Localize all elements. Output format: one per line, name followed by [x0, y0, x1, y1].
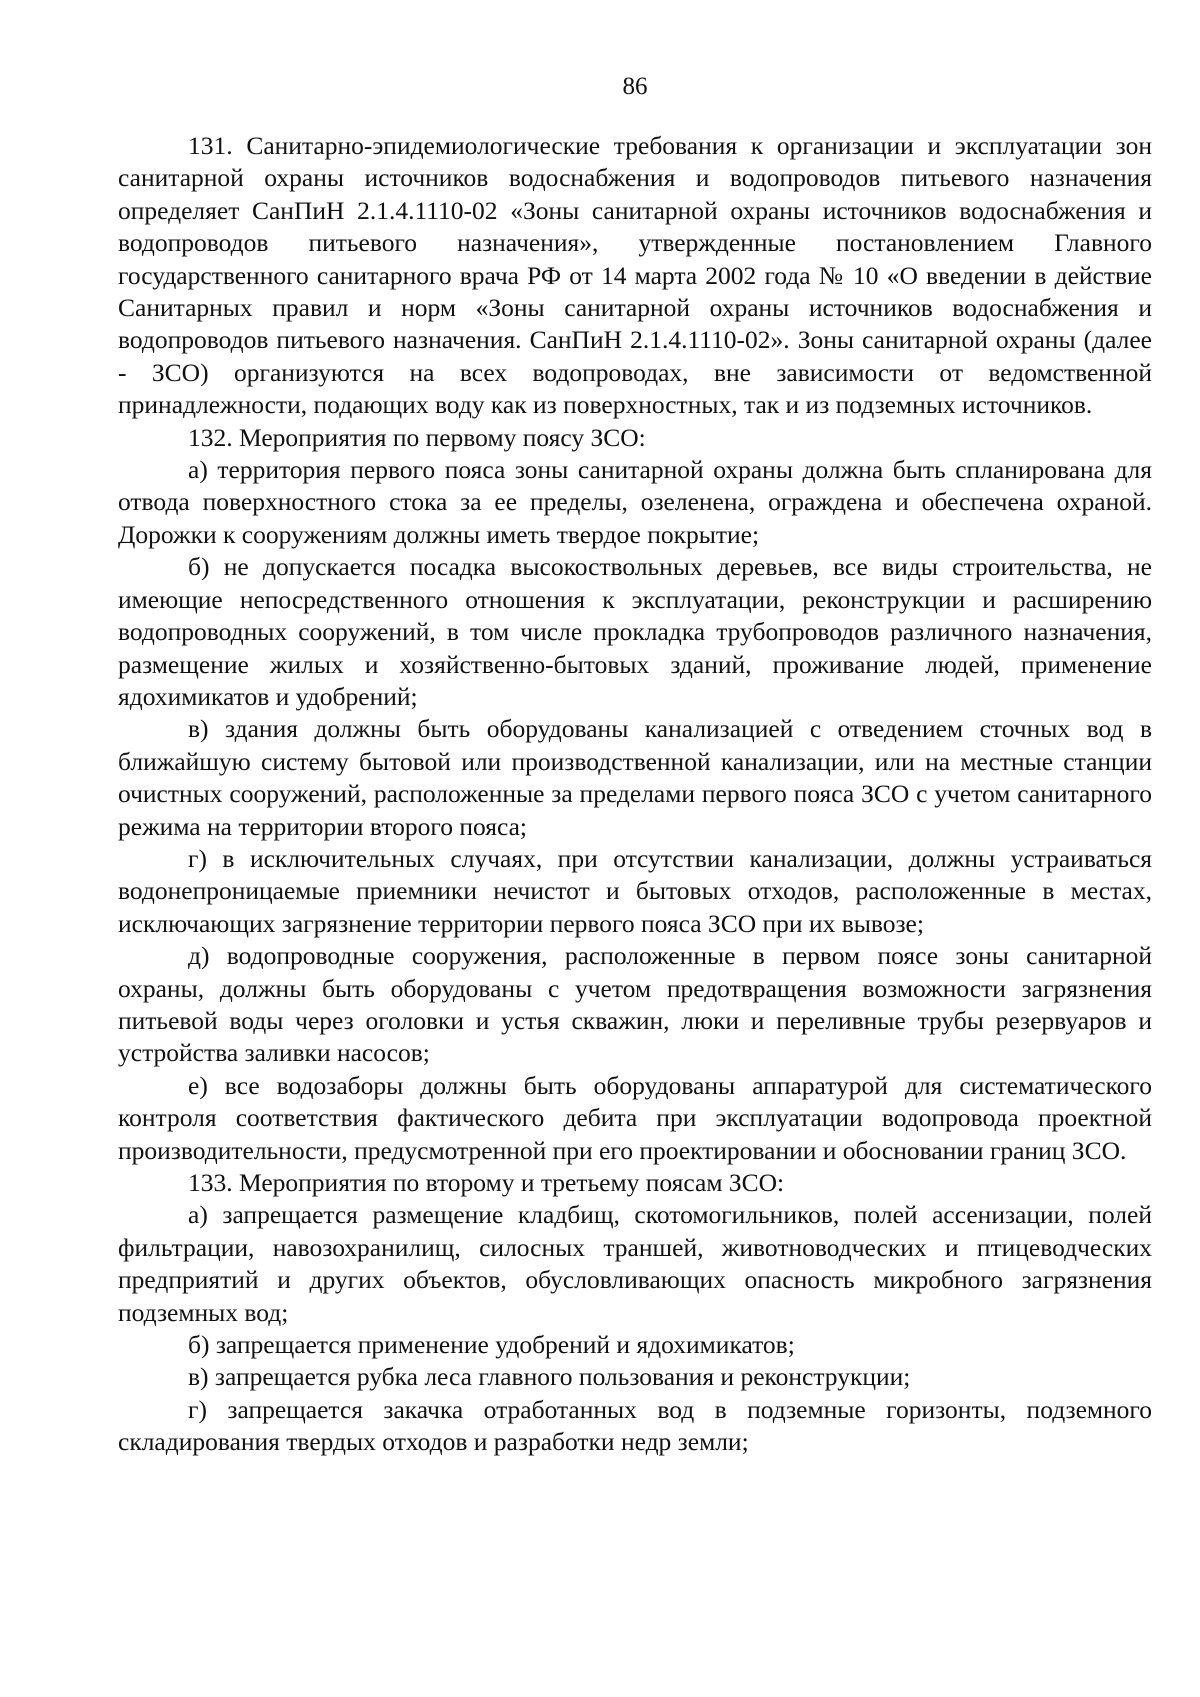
paragraph-132-g: г) в исключительных случаях, при отсутствии канализации, должны устраиваться водонепроницаемые приемники нечистот и бытовых отходов, расположенные в местах, исключающих загрязнение территории первого пояса ЗСО при их вывозе; — [118, 843, 1152, 938]
paragraph-132-heading: 132. Мероприятия по первому поясу ЗСО: — [188, 422, 646, 452]
paragraph-133-b: б) запрещается применение удобрений и ядохимикатов; — [188, 1330, 795, 1360]
paragraph-133-a: а) запрещается размещение кладбищ, скотомогильников, полей ассенизации, полей фильтрации, навозохранилищ, силосных траншей, животноводческих и птицеводческих предприятий и других объектов, обусловливающих опасность микробного загрязнения подземных вод; — [118, 1200, 1152, 1327]
paragraph-132-e: е) все водозаборы должны быть оборудованы аппаратурой для систематического контроля соответствия фактического дебита при эксплуатации водопровода проектной производительности, предусмотренной при его проектировании и обосновании границ ЗСО. — [118, 1070, 1152, 1165]
paragraph-132-v: в) здания должны быть оборудованы канализацией с отведением сточных вод в ближайшую систему бытовой или производственной канализации, или на местные станции очистных сооружений, расположенные за пределами первого пояса ЗСО с учетом санитарного режима на территории второго пояса; — [118, 714, 1152, 841]
paragraph-132-d: д) водопроводные сооружения, расположенные в первом поясе зоны санитарной охраны, должны быть оборудованы с учетом предотвращения возможности загрязнения питьевой воды через оголовки и устья скважин, люки и переливные трубы резервуаров и устройства заливки насосов; — [118, 941, 1152, 1068]
paragraph-132-b: б) не допускается посадка высокоствольных деревьев, все виды строительства, не имеющие непосредственного отношения к эксплуатации, реконструкции и расширению водопроводных сооружений, в том числе прокладка трубопроводов различного назначения, размещение жилых и хозяйственно-бытовых зданий, проживание людей, применение ядохимикатов и удобрений; — [118, 552, 1152, 711]
document-body — [118, 130, 1152, 1459]
page-number: 86 — [622, 73, 648, 100]
paragraph-133-heading: 133. Мероприятия по второму и третьему поясам ЗСО: — [188, 1168, 785, 1197]
paragraph-132-a: а) территория первого пояса зоны санитарной охраны должна быть спланирована для отвода поверхностного стока за ее пределы, озеленена, ограждена и обеспечена охраной. Дорожки к сооружениям должны иметь твердое покрытие; — [118, 455, 1152, 549]
paragraph-131: 131. Санитарно-эпидемиологические требования к организации и эксплуатации зон санитарной охраны источников водоснабжения и водопроводов питьевого назначения определяет СанПиН 2.1.4.1110-02 «Зоны санитарной охраны источников водоснабжения и водопроводов питьевого назначения», утвержденные постановлением Главного государственного санитарного врача РФ от 14 марта 2002 года № 10 «О введении в действие Санитарных правил и норм «Зоны санитарной охраны источников водоснабжения и водопроводов питьевого назначения. СанПиН 2.1.4.1110-02». Зоны санитарной охраны (далее - ЗСО) организуются на всех водопроводах, вне зависимости от ведомственной принадлежности, подающих воду как из поверхностных, так и из подземных источников. — [118, 131, 1152, 420]
paragraph-133-v: в) запрещается рубка леса главного пользования и реконструкции; — [188, 1362, 911, 1392]
paragraph-133-g: г) запрещается закачка отработанных вод в подземные горизонты, подземного складирования твердых отходов и разработки недр земли; — [118, 1394, 1152, 1457]
